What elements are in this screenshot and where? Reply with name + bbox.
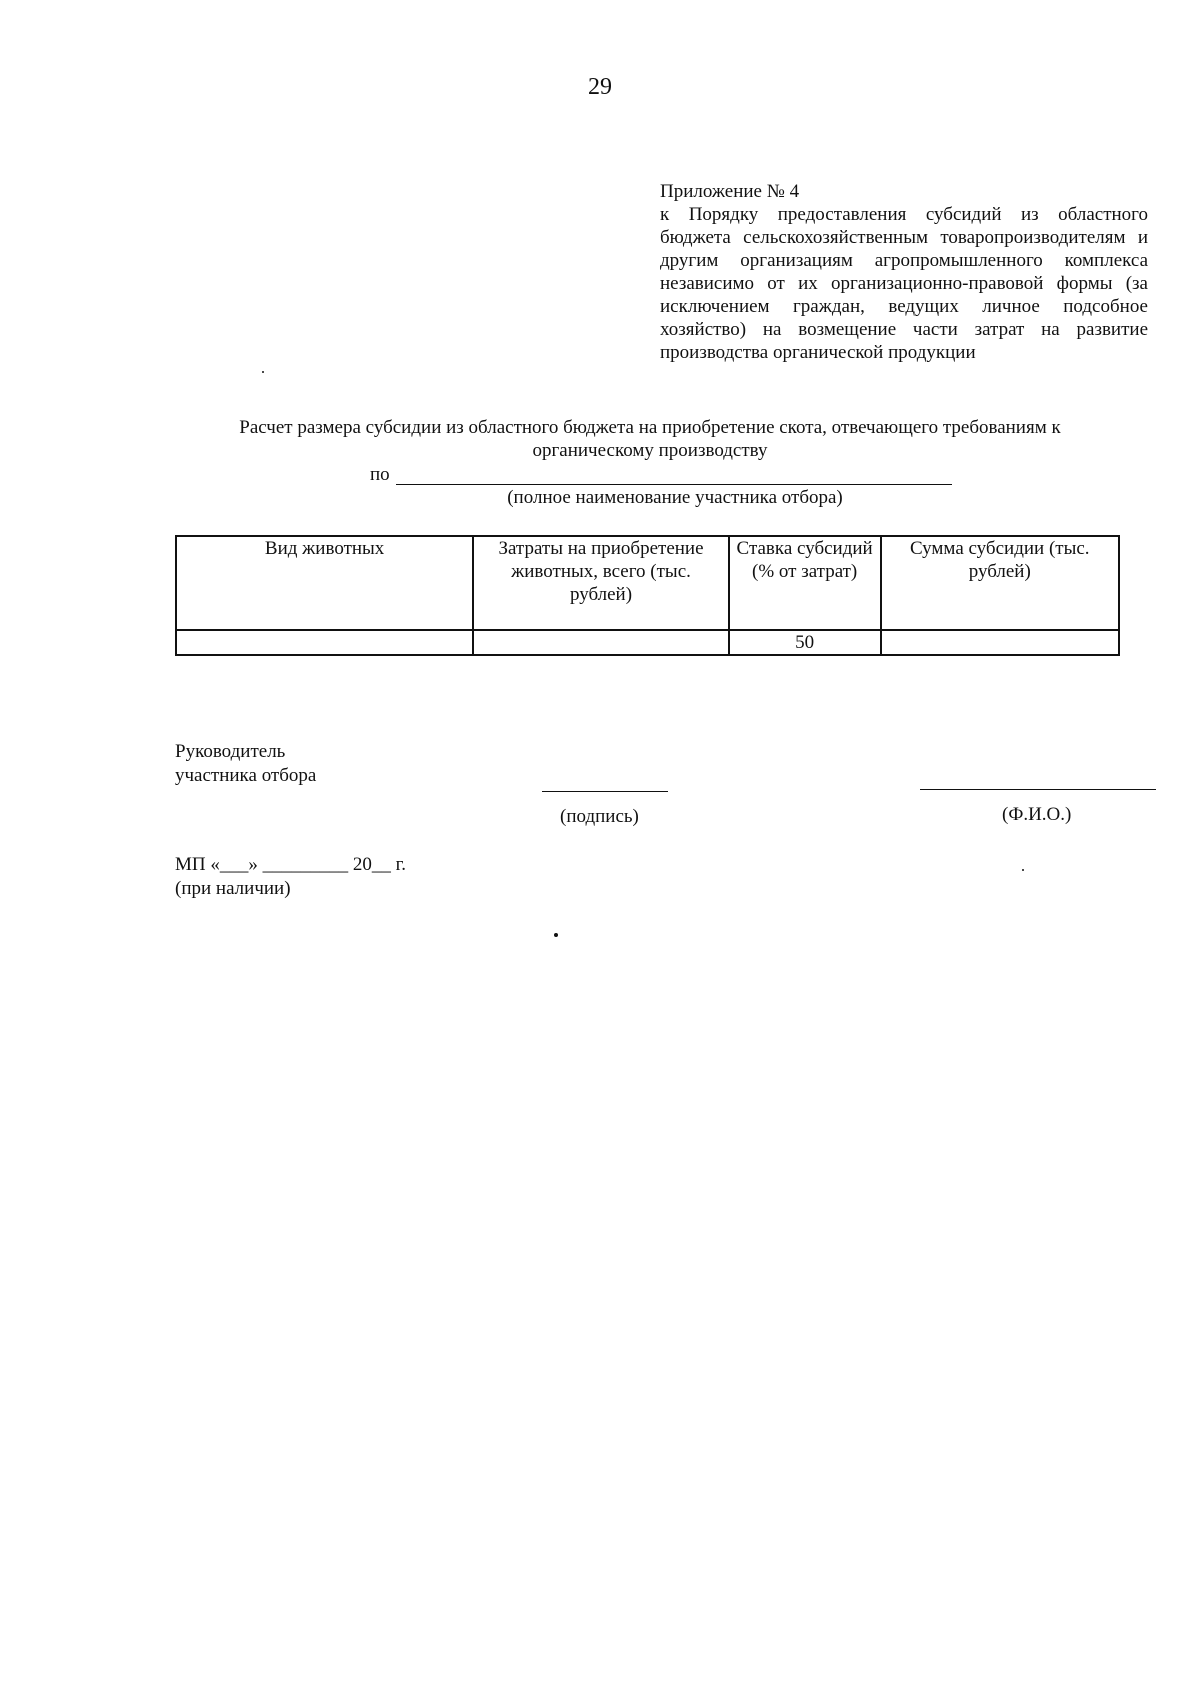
stamp-date-line: МП «___» _________ 20__ г. xyxy=(175,854,407,875)
header-animal-type: Вид животных xyxy=(176,536,473,630)
head-label-line-1: Руководитель xyxy=(175,741,286,762)
document-title xyxy=(180,416,1120,462)
subsidy-calculation-table xyxy=(175,535,1120,656)
appendix-text: к Порядку предоставления субсидий из областного бюджета сельскохозяйственным товаропроизводителям и другим организациям агропромышленного комплекса независимо от их организационно-правовой формы (за исключением граждан, ведущих личное подсобное хозяйство) на возмещение части затрат на развитие производства органической продукции xyxy=(660,204,1148,363)
cell-purchase-costs[interactable] xyxy=(473,630,729,655)
head-label-line-2: участника отбора xyxy=(175,765,317,786)
page-number: 29 xyxy=(588,74,612,100)
scan-speck xyxy=(554,933,558,937)
stamp-block xyxy=(175,853,406,901)
head-label xyxy=(175,740,316,788)
appendix-block xyxy=(660,180,1148,364)
cell-animal-type[interactable] xyxy=(176,630,473,655)
stamp-caption: (при наличии) xyxy=(175,878,291,899)
full-name-line[interactable] xyxy=(920,789,1156,790)
document-title-line-2: органическому производству xyxy=(532,440,768,461)
recipient-prefix: по xyxy=(370,464,390,485)
header-subsidy-amount: Сумма субсидии (тыс. рублей) xyxy=(881,536,1119,630)
cell-subsidy-amount[interactable] xyxy=(881,630,1119,655)
appendix-title: Приложение № 4 xyxy=(660,181,800,202)
recipient-caption: (полное наименование участника отбора) xyxy=(507,487,843,508)
scan-speck xyxy=(1022,869,1024,871)
signature-caption: (подпись) xyxy=(560,806,639,827)
header-subsidy-rate: Ставка субсидий (% от затрат) xyxy=(729,536,881,630)
cell-subsidy-rate: 50 xyxy=(729,630,881,655)
signature-line[interactable] xyxy=(542,791,668,792)
recipient-name-line[interactable] xyxy=(396,484,952,485)
scan-speck xyxy=(262,371,264,373)
table-header-row xyxy=(176,536,1119,630)
full-name-caption: (Ф.И.О.) xyxy=(1002,804,1072,825)
header-purchase-costs: Затраты на приобретение животных, всего (тыс. рублей) xyxy=(473,536,729,630)
document-title-line-1: Расчет размера субсидии из областного бюджета на приобретение скота, отвечающего требованиям к xyxy=(239,417,1061,438)
table-row xyxy=(176,630,1119,655)
